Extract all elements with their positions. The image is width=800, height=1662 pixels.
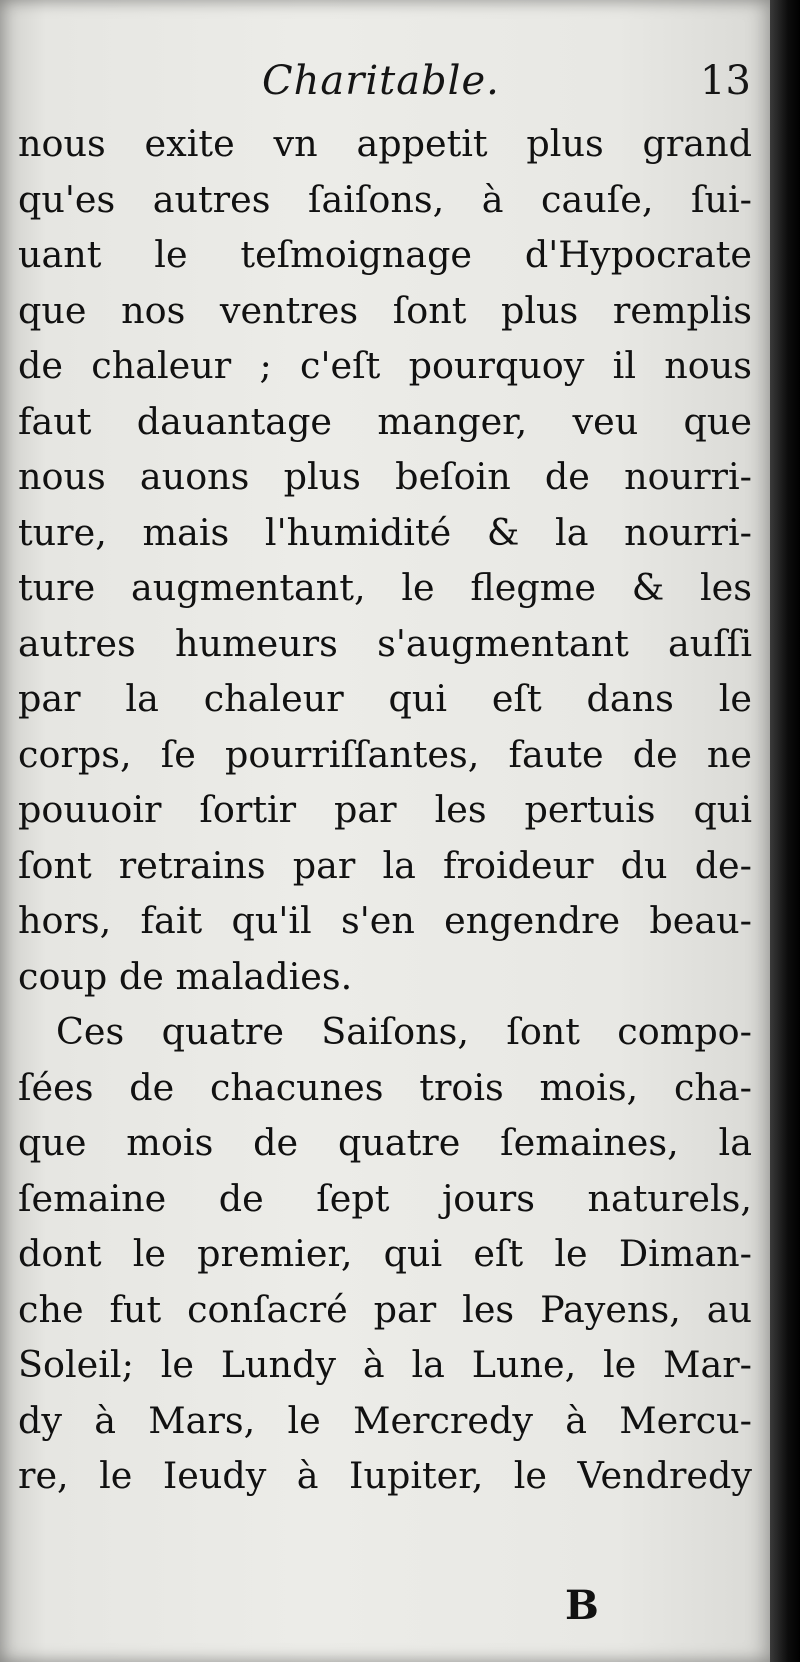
text-line: uant le teſmoignage d'Hypocrate	[18, 233, 752, 276]
text-line: ſemaine de ſept jours naturels,	[18, 1176, 752, 1220]
text-line: de chaleur ; c'eſt pourquoy il nous	[18, 344, 752, 387]
text-line: dont le premier, qui eſt le Diman-	[18, 1232, 752, 1275]
text-line: qu'es autres ſaiſons, à cauſe, ſui-	[18, 177, 752, 221]
running-head: Charitable.	[262, 58, 500, 104]
page-number: 13	[700, 58, 751, 104]
text-line: coup de maladies.	[18, 954, 353, 998]
text-line: ſont retrains par la froideur du de-	[18, 843, 752, 887]
paragraph-start-line: Ces quatre Saiſons, ſont compo-	[56, 1010, 752, 1053]
text-line: dy à Mars, le Mercredy à Mercu-	[18, 1398, 752, 1442]
text-line: pouuoir ſortir par les pertuis qui	[18, 788, 752, 831]
signature-mark: B	[565, 1582, 599, 1629]
page-header	[0, 58, 770, 118]
text-line: nous auons plus beſoin de nourri-	[18, 455, 752, 498]
text-line: ſées de chacunes trois mois, cha-	[18, 1065, 752, 1109]
text-line: ture, mais l'humidité & la nourri-	[18, 510, 752, 554]
text-line: nous exite vn appetit plus grand	[18, 122, 752, 165]
text-line: autres humeurs s'augmentant auſſi	[18, 621, 752, 665]
text-line: que nos ventres ſont plus remplis	[18, 288, 752, 332]
body-text	[18, 116, 752, 1504]
scan-border	[770, 0, 800, 1662]
text-line: che fut conſacré par les Payens, au	[18, 1287, 752, 1331]
text-line: par la chaleur qui eſt dans le	[18, 677, 752, 720]
text-line: re, le Ieudy à Iupiter, le Vendredy	[18, 1454, 752, 1497]
text-line: faut dauantage manger, veu que	[18, 399, 752, 443]
text-line: ture augmentant, le flegme & les	[18, 566, 752, 609]
text-line: corps, ſe pourriſſantes, faute de ne	[18, 732, 752, 776]
text-line: Soleil; le Lundy à la Lune, le Mar-	[18, 1343, 752, 1386]
text-line: hors, fait qu'il s'en engendre beau-	[18, 899, 752, 942]
text-line: que mois de quatre ſemaines, la	[18, 1121, 752, 1164]
